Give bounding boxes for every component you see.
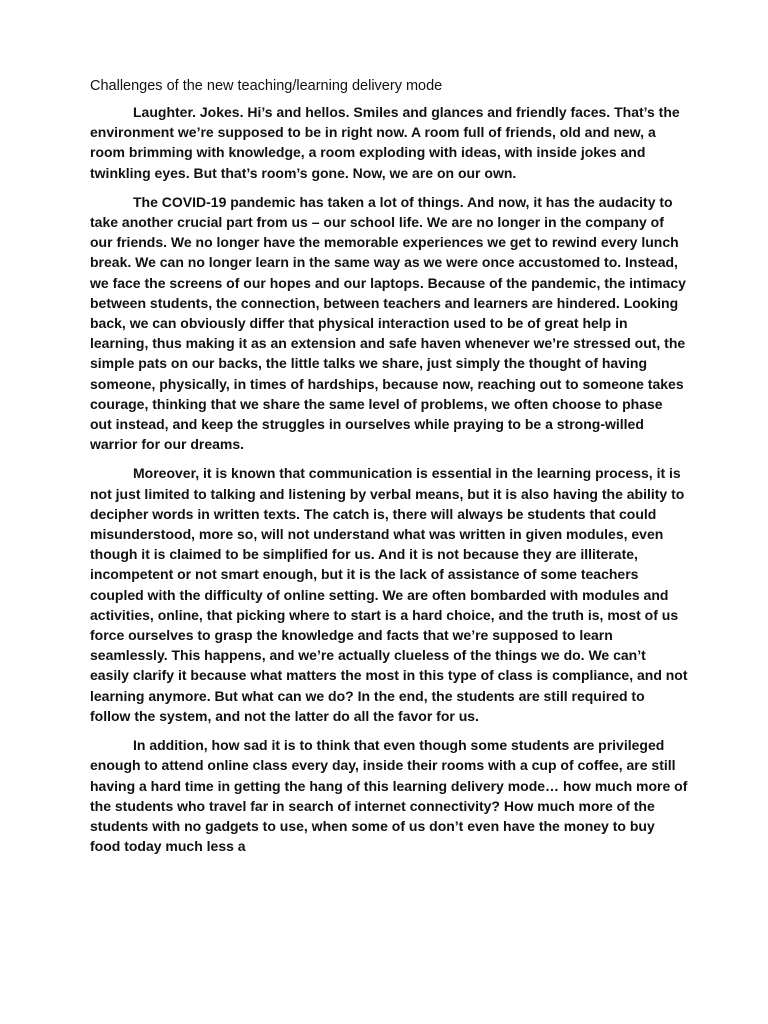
paragraph-3: Moreover, it is known that communication is essential in the learning process, it is not just limited to talking and listening by verbal means, but it is also having the ability to decipher words in written texts. The catch is, there will always be students that could misunderstood, more so, will not understand what was written in given modules, even though it is claimed to be simplified for us. And it is not because they are illiterate, incompetent or not smart enough, but it is the lack of assistance of some teachers coupled with the difficulty of online setting. We are often bombarded with modules and activities, online, that picking where to start is a hard choice, and the truth is, most of us force ourselves to grasp the knowledge and facts that we’re supposed to learn seamlessly. This happens, and we’re actually clueless of the things we do. We can’t easily clarify it because what matters the most in this type of class is compliance, and not learning anymore. But what can we do? In the end, the students are still required to follow the system, and not the latter do all the favor for us.: [90, 465, 688, 724]
document-page: [90, 76, 688, 865]
paragraph-2: The COVID-19 pandemic has taken a lot of things. And now, it has the audacity to take another crucial part from us – our school life. We are no longer in the company of our friends. We no longer have the memorable experiences we get to rewind every lunch break. We can no longer learn in the same way as we were once accustomed to. Instead, we face the screens of our hopes and our laptops. Because of the pandemic, the intimacy between students, the connection, between teachers and learners are hindered. Looking back, we can obviously differ that physical interaction used to be of great help in learning, thus making it as an extension and safe haven whenever we’re stressed out, the simple pats on our backs, the little talks we share, just simply the thought of having someone, physically, in times of hardships, because now, reaching out to someone takes courage, thinking that we share the same level of problems, we often choose to phase out instead, and keep the struggles in ourselves while praying to be a strong-willed warrior for our dreams.: [90, 193, 686, 453]
paragraph-4: In addition, how sad it is to think that even though some students are privileged enough to attend online class every day, inside their rooms with a cup of coffee, are still having a hard time in getting the hang of this learning delivery mode… how much more of the students who travel far in search of internet connectivity? How much more of the students with no gadgets to use, when some of us don’t even have the money to buy food today much less a: [90, 737, 688, 855]
paragraph-1: Laughter. Jokes. Hi’s and hellos. Smiles and glances and friendly faces. That’s the environment we’re supposed to be in right now. A room full of friends, old and new, a room brimming with knowledge, a room exploding with ideas, with inside jokes and twinkling eyes. But that’s room’s gone. Now, we are on our own.: [90, 104, 680, 181]
document-title: Challenges of the new teaching/learning delivery mode: [90, 78, 443, 94]
